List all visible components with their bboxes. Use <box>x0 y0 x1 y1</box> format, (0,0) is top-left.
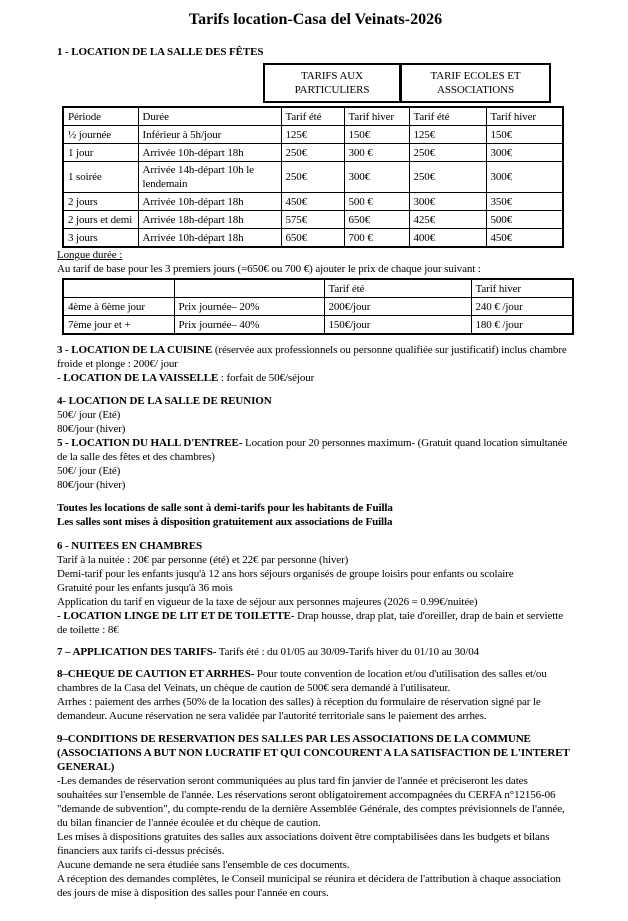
conditions-paragraph-3: Aucune demande ne sera étudiée sans l'ensemble de ces documents. <box>57 859 350 871</box>
hall-entree-text: Location pour 20 personnes maximum- (Gratuit quand location simultanée de la salle des fêtes et des chambres) <box>57 437 568 463</box>
table-cell: 200€/jour <box>324 298 471 316</box>
caution-heading: 8–CHEQUE DE CAUTION ET ARRHES- <box>57 668 255 680</box>
salle-reunion-tarif-ete: 50€/ jour (Eté) <box>57 409 121 421</box>
table-cell: 300€ <box>486 162 563 193</box>
table-cell: 300€ <box>344 162 409 193</box>
linge-text: Drap housse, drap plat, taie d'oreiller, drap de bain et serviette de toilette : 8€ <box>57 610 563 636</box>
table-row <box>63 193 563 211</box>
table-header-cell: Période <box>63 107 138 126</box>
salle-reunion-heading: 4- LOCATION DE LA SALLE DE REUNION <box>57 395 272 407</box>
table-header-cell <box>174 279 324 298</box>
table-header-cell: Tarif hiver <box>471 279 573 298</box>
salle-reunion-tarif-hiver: 80€/jour (hiver) <box>57 423 126 435</box>
table-cell: 650€ <box>344 211 409 229</box>
table-cell: 3 jours <box>63 229 138 248</box>
section1-heading: 1 - LOCATION DE LA SALLE DES FÊTES <box>57 46 264 58</box>
section-conditions <box>57 732 574 900</box>
page-title: Tarifs location-Casa del Veinats-2026 <box>188 11 443 28</box>
caution-text: Pour toute convention de location et/ou d'utilisation des salles et/ou chambres de la Casa del Veinats, un chèque de caution de 500€ sera demandé à l'utilisateur. <box>57 668 547 694</box>
table-cell: 150€/jour <box>324 316 471 335</box>
nuitees-heading: 6 - NUITEES EN CHAMBRES <box>57 540 203 552</box>
group-header-ecoles: TARIF ECOLES ET ASSOCIATIONS <box>401 63 551 103</box>
table-cell: Arrivée 10h-départ 18h <box>138 229 281 248</box>
conditions-heading: 9–CONDITIONS DE RESERVATION DES SALLES PAR LES ASSOCIATIONS DE LA COMMUNE (ASSOCIATIONS A BUT NON LUCRATIF ET QUI CONCOURENT A LA SATISFACTION DE L'INTERET GENERAL) <box>57 733 570 773</box>
conditions-paragraph-4: A réception des demandes complètes, le Conseil municipal se réunira et décidera de l'attribution à chaque association des jours de mise à disposition des salles pour l'année en cours. <box>57 873 561 899</box>
table-header-cell: Tarif hiver <box>486 107 563 126</box>
table-header-cell <box>63 279 174 298</box>
table-header-cell: Tarif été <box>409 107 486 126</box>
table-row <box>63 316 573 335</box>
salle-des-fetes-table-body <box>63 107 563 247</box>
table-cell: 500 € <box>344 193 409 211</box>
table-row <box>63 229 563 248</box>
section-longue-duree <box>57 248 574 335</box>
note-associations: Les salles sont mises à disposition gratuitement aux associations de Fuilla <box>57 516 393 528</box>
table-cell: 125€ <box>281 126 344 144</box>
table-cell: ½ journée <box>63 126 138 144</box>
table-cell: 400€ <box>409 229 486 248</box>
table-cell: 700 € <box>344 229 409 248</box>
hall-entree-tarif-ete: 50€/ jour (Eté) <box>57 465 121 477</box>
vaisselle-text: : forfait de 50€/séjour <box>218 372 315 384</box>
table-cell: 7ème jour et + <box>63 316 174 335</box>
caution-paragraph <box>57 667 574 695</box>
cuisine-paragraph <box>57 343 574 371</box>
table-row <box>63 211 563 229</box>
group-header-particuliers: TARIFS AUX PARTICULIERS <box>263 63 401 103</box>
hall-entree-tarif-hiver: 80€/jour (hiver) <box>57 479 126 491</box>
table-row <box>63 126 563 144</box>
table-header-cell: Tarif hiver <box>344 107 409 126</box>
linge-heading: - LOCATION LINGE DE LIT ET DE TOILETTE- <box>57 610 295 622</box>
table-cell: 2 jours et demi <box>63 211 138 229</box>
table-cell: Arrivée 10h-départ 18h <box>138 193 281 211</box>
table-cell: 2 jours <box>63 193 138 211</box>
table-cell: 1 soirée <box>63 162 138 193</box>
section-hall-entree <box>57 436 574 492</box>
section-nuitees <box>57 539 574 637</box>
table-cell: 250€ <box>409 162 486 193</box>
section-cuisine <box>57 343 574 385</box>
table-cell: Inférieur à 5h/jour <box>138 126 281 144</box>
table-cell: 450€ <box>281 193 344 211</box>
table-header-row <box>63 279 573 298</box>
conditions-paragraph-1: -Les demandes de réservation seront communiquées au plus tard fin janvier de l'année et préciseront les dates souhaitées sur l'ensemble de l'année. Les réservations seront obligatoirement accompagnées du CERFA n°12156-06 "demande de subvention", du compte-rendu de la dernière Assemblée Générale, des comptes prévisionnels de l'année, du bilan financier de l'année écoulée et du chèque de caution. <box>57 775 565 829</box>
cuisine-heading: 3 - LOCATION DE LA CUISINE <box>57 344 213 356</box>
nuitees-gratuite-line: Gratuité pour les enfants jusqu'à 36 mois <box>57 582 233 594</box>
table-cell: 300€ <box>486 144 563 162</box>
group-header-row <box>263 63 574 103</box>
salle-des-fetes-table <box>62 106 564 248</box>
table-cell: 300 € <box>344 144 409 162</box>
table-cell: 300€ <box>409 193 486 211</box>
table-row <box>63 144 563 162</box>
longue-duree-label-line <box>57 248 574 262</box>
note-demi-tarifs: Toutes les locations de salle sont à demi-tarifs pour les habitants de Fuilla <box>57 502 393 514</box>
table-header-cell: Tarif été <box>281 107 344 126</box>
vaisselle-paragraph <box>57 371 574 385</box>
cuisine-text: (réservée aux professionnels ou personne qualifiée sur justificatif) inclus chambre froide et plonge : 200€/ jour <box>57 344 567 370</box>
table-cell: 450€ <box>486 229 563 248</box>
table-header-cell: Durée <box>138 107 281 126</box>
table-row <box>63 298 573 316</box>
table-cell: 425€ <box>409 211 486 229</box>
conditions-paragraph-2: Les mises à dispositions gratuites des salles aux associations doivent être comptabilisées dans les budgets et bilans financiers aux tarifs ci-dessus précisés. <box>57 831 550 857</box>
section-salle-reunion <box>57 394 574 436</box>
table-cell: 1 jour <box>63 144 138 162</box>
table-cell: 150€ <box>344 126 409 144</box>
table-header-cell: Tarif été <box>324 279 471 298</box>
table-cell: 500€ <box>486 211 563 229</box>
nuitees-demi-tarif-line: Demi-tarif pour les enfants jusqu'à 12 ans hors séjours organisés de groupe loisirs pour enfants ou scolaire <box>57 568 514 580</box>
section-salle-des-fetes <box>57 45 574 248</box>
table-cell: 250€ <box>409 144 486 162</box>
table-cell: 240 € /jour <box>471 298 573 316</box>
nuitees-taxe-sejour-line: Application du tarif en vigueur de la taxe de séjour aux personnes majeures (2026 = 0.99€/nuitée) <box>57 596 478 608</box>
application-heading: 7 – APPLICATION DES TARIFS- <box>57 646 217 658</box>
table-cell: Arrivée 14h-départ 10h le lendemain <box>138 162 281 193</box>
linge-paragraph <box>57 609 574 637</box>
table-cell: Prix journée– 40% <box>174 316 324 335</box>
table-cell: Arrivée 10h-départ 18h <box>138 144 281 162</box>
table-cell: 350€ <box>486 193 563 211</box>
table-header-row <box>63 107 563 126</box>
table-cell: 180 € /jour <box>471 316 573 335</box>
longue-duree-label: Longue durée : <box>57 249 123 261</box>
table-cell: Arrivée 18h-départ 18h <box>138 211 281 229</box>
longue-duree-intro: Au tarif de base pour les 3 premiers jours (=650€ ou 700 €) ajouter le prix de chaque jour suivant : <box>57 263 481 275</box>
table-cell: Prix journée– 20% <box>174 298 324 316</box>
table-cell: 250€ <box>281 162 344 193</box>
hall-entree-paragraph <box>57 436 574 464</box>
table-cell: 150€ <box>486 126 563 144</box>
table-cell: 250€ <box>281 144 344 162</box>
table-cell: 650€ <box>281 229 344 248</box>
hall-entree-heading: 5 - LOCATION DU HALL D'ENTREE- <box>57 437 243 449</box>
nuitees-tarif-line: Tarif à la nuitée : 20€ par personne (été) et 22€ par personne (hiver) <box>57 554 349 566</box>
section-notes <box>57 501 574 529</box>
section-application-tarifs <box>57 645 574 659</box>
application-text: Tarifs été : du 01/05 au 30/09-Tarifs hiver du 01/10 au 30/04 <box>216 646 480 658</box>
table-cell: 125€ <box>409 126 486 144</box>
longue-duree-table-body <box>63 279 573 334</box>
table-cell: 575€ <box>281 211 344 229</box>
vaisselle-heading: - LOCATION DE LA VAISSELLE <box>57 372 219 384</box>
section-caution <box>57 667 574 723</box>
arrhes-paragraph: Arrhes : paiement des arrhes (50% de la location des salles) à réception du formulaire de réservation signé par le demandeur. Aucune réservation ne sera validée par l'autorité territoriale sans le paiement des arrhes. <box>57 696 541 722</box>
table-cell: 4ème à 6ème jour <box>63 298 174 316</box>
table-row <box>63 162 563 193</box>
longue-duree-table <box>62 278 574 335</box>
